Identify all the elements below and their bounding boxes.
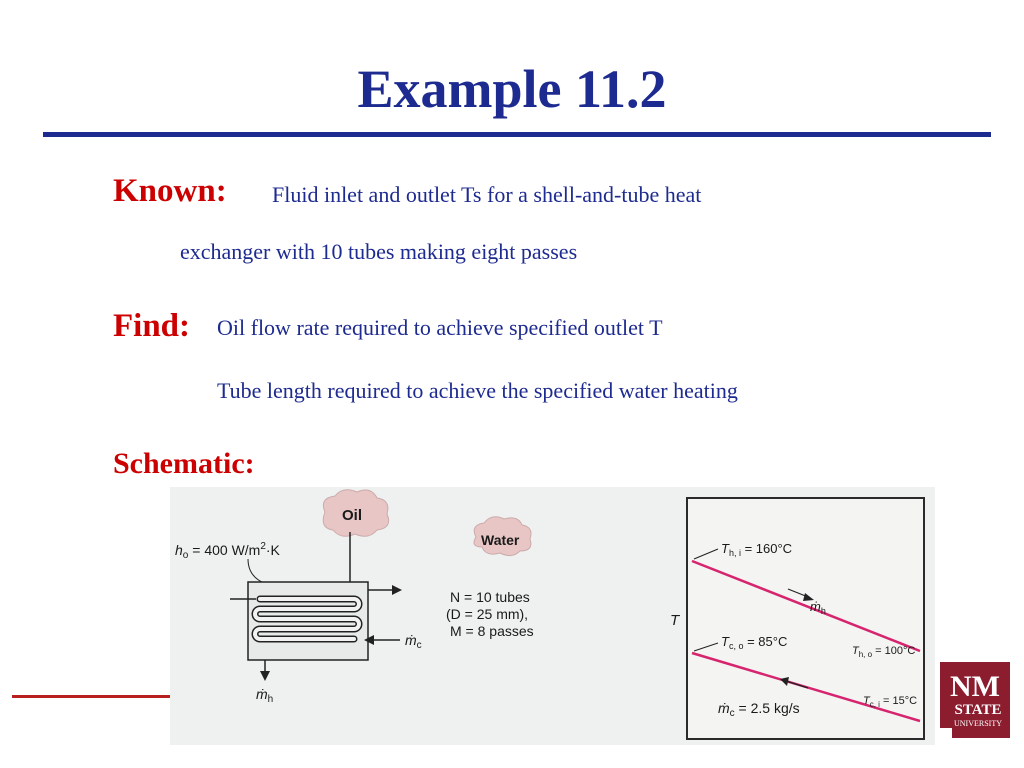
bottom-accent-line (12, 695, 170, 698)
spec-passes: M = 8 passes (450, 623, 534, 639)
find-label: Find: (113, 308, 191, 344)
schematic-figure (170, 487, 935, 745)
nmsu-logo (938, 658, 1013, 742)
schematic-label: Schematic: (113, 447, 255, 480)
find-text-line2: Tube length required to achieve the specified water heating (217, 378, 738, 403)
slide-title: Example 11.2 (357, 59, 667, 119)
mc-label: ṁ$_c$ (405, 632, 422, 651)
known-text-line1: Fluid inlet and outlet Ts for a shell-and-tube heat (272, 182, 702, 207)
ho-leader-line (248, 559, 262, 582)
mh-label: ṁ$_h$ (256, 686, 274, 705)
tc-out-label: $T_{c, o} = 85^\circ C$ (721, 634, 788, 651)
logo-state: STATE (954, 702, 1002, 718)
known-label: Known: (113, 173, 227, 209)
mh-graph-label: ṁ$_h$ (810, 599, 826, 616)
ho-label: $h_o = 400$ $W/m^2\cdot K$ (175, 541, 280, 561)
heat-exchanger-diagram (170, 487, 680, 745)
mc-graph-label: ṁ$_c$ = 2.5 kg/s (718, 700, 800, 719)
title-underline (43, 132, 991, 137)
logo-university: UNIVERSITY (954, 719, 1002, 728)
water-label: Water (481, 532, 520, 548)
temperature-plot (688, 499, 923, 738)
th-in-leader (694, 549, 718, 559)
t-axis-label: T (670, 612, 680, 629)
cold-flow-arrow-line (786, 681, 808, 688)
logo-nm: NM (950, 670, 1000, 703)
find-text-line1: Oil flow rate required to achieve specified outlet T (217, 315, 663, 340)
oil-label: Oil (342, 507, 363, 524)
temperature-plot-panel (686, 497, 925, 740)
tc-in-label: $T_{c, i} = 15^\circ C$ (863, 695, 918, 709)
water-outlet-arrow-icon (392, 585, 402, 595)
tc-out-leader (694, 643, 718, 651)
th-out-label: $T_{h, o} = 100^\circ C$ (852, 645, 916, 659)
known-text-line2: exchanger with 10 tubes making eight passes (180, 239, 578, 264)
oil-outlet-arrow-icon (260, 671, 270, 681)
spec-diameter: (D = 25 mm), (446, 606, 529, 622)
th-in-label: $T_{h, i} = 160^\circ C$ (721, 541, 793, 558)
spec-tubes: N = 10 tubes (450, 589, 530, 605)
